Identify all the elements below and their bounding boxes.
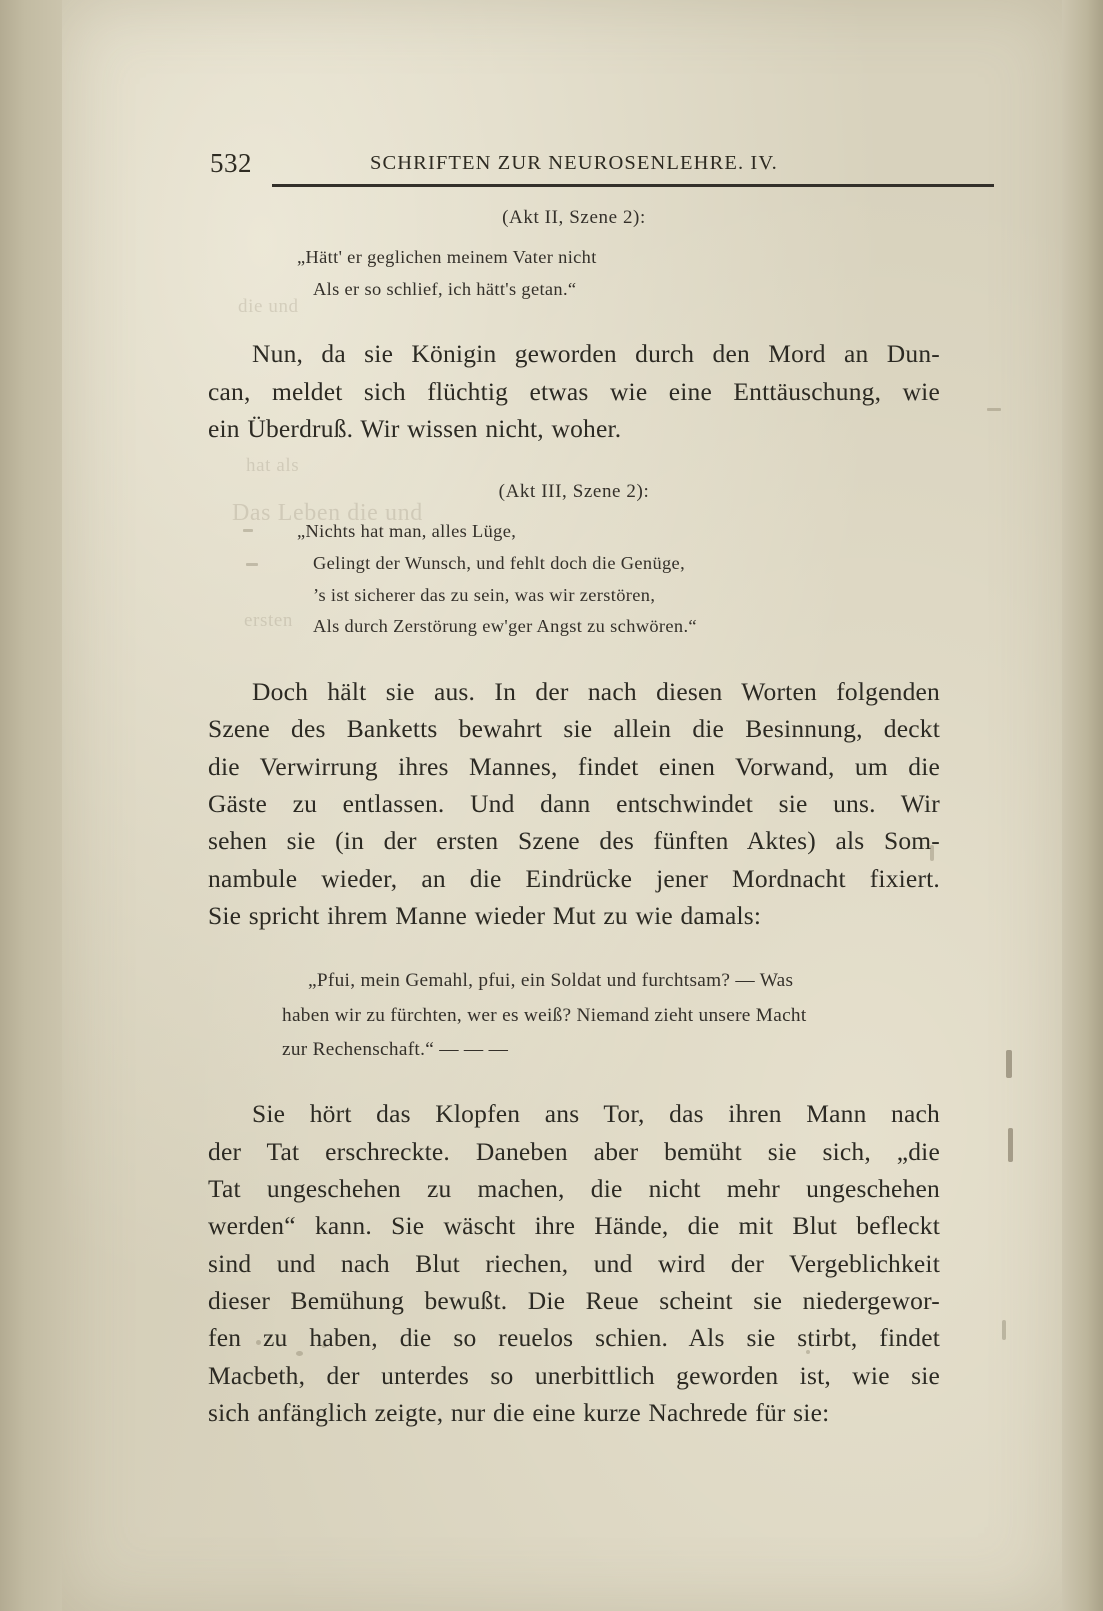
running-title: SCHRIFTEN ZUR NEUROSENLEHRE. IV. xyxy=(370,152,778,174)
text-line: Sie hört das Klopfen ans Tor, das ihren Mann nach xyxy=(252,1099,940,1129)
text-line: nambule wieder, an die Eindrücke jener Mordnacht fixiert. xyxy=(208,863,940,893)
text-line: fen zu haben, die so reuelos schien. Als sie stirbt, findet xyxy=(208,1323,940,1353)
text-line: sind und nach Blut riechen, und wird der Vergeblichkeit xyxy=(208,1248,940,1278)
verse-line: Als er so schlief, ich hätt's getan.“ xyxy=(313,278,577,299)
page-content xyxy=(150,0,950,1611)
verse-line: Gelingt der Wunsch, und fehlt doch die Genüge, xyxy=(313,553,686,573)
text-line: Doch hält sie aus. In der nach diesen Worten folgenden xyxy=(252,676,940,706)
paragraph-3 xyxy=(208,1095,940,1431)
text-line: werden“ kann. Sie wäscht ihre Hände, die mit Blut befleckt xyxy=(208,1211,940,1241)
verse-line: Als durch Zerstörung ew'ger Angst zu schwören.“ xyxy=(313,616,697,637)
page-number: 532 xyxy=(210,148,252,178)
quote-line: haben wir zu fürchten, wer es weiß? Niemand zieht unsere Macht xyxy=(282,1004,807,1026)
right-page-edge xyxy=(1062,0,1103,1611)
verse-line: „Nichts hat man, alles Lüge, xyxy=(297,521,517,542)
paragraph-1 xyxy=(208,335,940,447)
text-line: Macbeth, der unterdes so unerbittlich geworden ist, wie sie xyxy=(208,1360,940,1390)
verse-quote-2 xyxy=(208,516,940,643)
stage-direction: (Akt III, Szene 2): xyxy=(498,481,650,503)
verse-line: ’s ist sicherer das zu sein, was wir zerstören, xyxy=(313,584,656,605)
prose-quote xyxy=(208,964,940,1067)
verse-quote-1 xyxy=(208,242,940,305)
text-line: Gäste zu entlassen. Und dann entschwindet sie uns. Wir xyxy=(208,789,940,818)
text-line: Sie spricht ihrem Manne wieder Mut zu wie damals: xyxy=(208,901,762,931)
text-line: sich anfänglich zeigte, nur die eine kurze Nachrede für sie: xyxy=(208,1398,830,1428)
left-page-gutter xyxy=(0,0,62,1611)
stage-direction: (Akt II, Szene 2): xyxy=(502,207,646,228)
quote-line: zur Rechenschaft.“ — — — xyxy=(282,1039,509,1061)
text-line: ein Überdruß. Wir wissen nicht, woher. xyxy=(208,414,622,443)
text-line: Szene des Banketts bewahrt sie allein die Besinnung, deckt xyxy=(208,714,940,744)
running-head xyxy=(210,148,935,184)
header-rule xyxy=(272,184,994,187)
bleed-through-text: die und xyxy=(238,296,299,317)
verse-line: „Hätt' er geglichen meinem Vater nicht xyxy=(297,247,597,267)
quote-line: „Pfui, mein Gemahl, pfui, ein Soldat und furchtsam? — Was xyxy=(308,970,794,992)
text-line: die Verwirrung ihres Mannes, findet einen Vorwand, um die xyxy=(208,751,940,781)
body-text xyxy=(208,207,940,1432)
text-line: can, meldet sich flüchtig etwas wie eine Enttäuschung, wie xyxy=(208,376,940,406)
bleed-through-text: ersten xyxy=(244,610,293,631)
bleed-through-text: Das Leben die und xyxy=(232,500,423,526)
paragraph-2 xyxy=(208,673,940,934)
bleed-through-text: hat als xyxy=(246,455,300,476)
text-line: Tat ungeschehen zu machen, die nicht mehr ungeschehen xyxy=(208,1174,940,1204)
text-line: Nun, da sie Königin geworden durch den Mord an Dun- xyxy=(252,339,940,369)
text-line: sehen sie (in der ersten Szene des fünften Aktes) als Som- xyxy=(208,826,940,856)
text-line: dieser Bemühung bewußt. Die Reue scheint sie niedergewor- xyxy=(208,1286,940,1316)
text-line: der Tat erschreckte. Daneben aber bemüht sie sich, „die xyxy=(208,1136,940,1166)
